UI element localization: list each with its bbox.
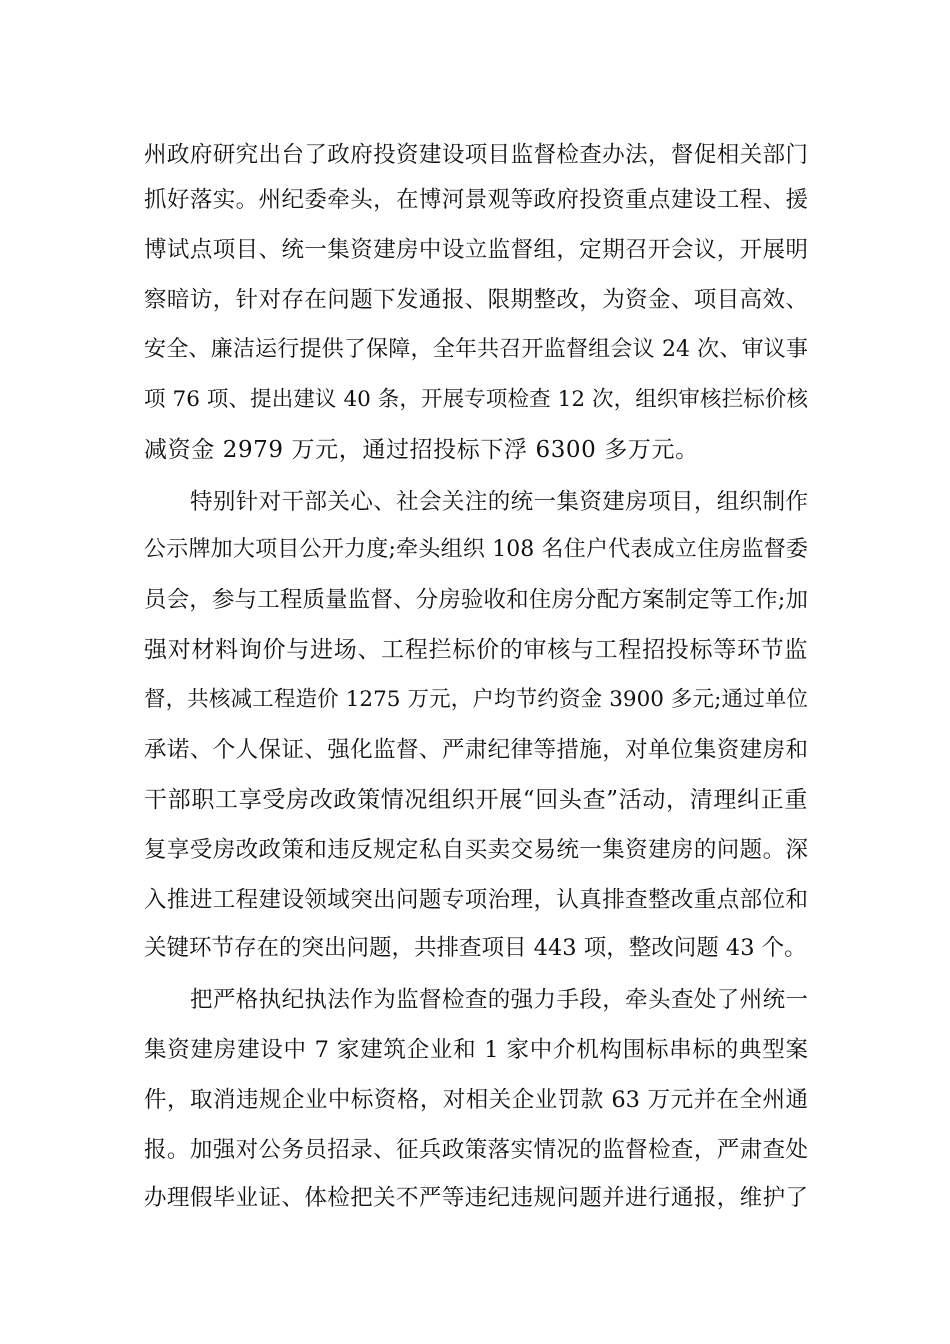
paragraph-1-line-4: 察暗访，针对存在问题下发通报、限期整改，为资金、项目高效、 <box>144 287 808 313</box>
paragraph-1-line-1: 州政府研究出台了政府投资建设项目监督检查办法，督促相关部门 <box>144 142 808 168</box>
paragraph-2-line-2: 公示牌加大项目公开力度;牵头组织 108 名住户代表成立住房监督委 <box>144 537 808 562</box>
paragraph-1-line-5: 安全、廉洁运行提供了保障，全年共召开监督组会议 24 次、审议事 <box>144 337 808 362</box>
paragraph-2-line-1: 特别针对干部关心、社会关注的统一集资建房项目，组织制作 <box>190 489 808 515</box>
paragraph-2-line-9: 入推进工程建设领域突出问题专项治理，认真排查整改重点部位和 <box>144 887 808 913</box>
paragraph-1-line-2: 抓好落实。州纪委牵头，在博河景观等政府投资重点建设工程、援 <box>144 187 808 213</box>
paragraph-3-line-1: 把严格执纪执法作为监督检查的强力手段，牵头查处了州统一 <box>190 987 808 1013</box>
paragraph-2-line-6: 承诺、个人保证、强化监督、严肃纪律等措施，对单位集资建房和 <box>144 737 808 763</box>
paragraph-2-line-8: 复享受房改政策和违反规定私自买卖交易统一集资建房的问题。深 <box>144 837 808 863</box>
paragraph-3-line-5: 办理假毕业证、体检把关不严等违纪违规问题并进行通报，维护了 <box>144 1185 808 1211</box>
paragraph-3-line-2: 集资建房建设中 7 家建筑企业和 1 家中介机构围标串标的典型案 <box>144 1037 808 1063</box>
paragraph-2-line-3: 员会，参与工程质量监督、分房验收和住房分配方案制定等工作;加 <box>144 587 808 613</box>
paragraph-1-line-3: 博试点项目、统一集资建房中设立监督组，定期召开会议，开展明 <box>144 237 808 263</box>
paragraph-2-line-5: 督，共核减工程造价 1275 万元，户均节约资金 3900 多元;通过单位 <box>144 687 808 712</box>
paragraph-3-line-4: 报。加强对公务员招录、征兵政策落实情况的监督检查，严肃查处 <box>144 1137 808 1163</box>
paragraph-3-line-3: 件，取消违规企业中标资格，对相关企业罚款 63 万元并在全州通 <box>144 1087 808 1113</box>
paragraph-1-line-7: 减资金 2979 万元，通过招投标下浮 6300 多万元。 <box>144 437 699 463</box>
paragraph-2-line-7: 干部职工享受房改政策情况组织开展“回头查”活动，清理纠正重 <box>144 787 808 813</box>
paragraph-1-line-6: 项 76 项、提出建议 40 条，开展专项检查 12 次，组织审核拦标价核 <box>144 387 808 412</box>
paragraph-2-line-4: 强对材料询价与进场、工程拦标价的审核与工程招投标等环节监 <box>144 637 808 663</box>
paragraph-2-line-10: 关键环节存在的突出问题，共排查项目 443 项，整改问题 43 个。 <box>144 935 807 961</box>
